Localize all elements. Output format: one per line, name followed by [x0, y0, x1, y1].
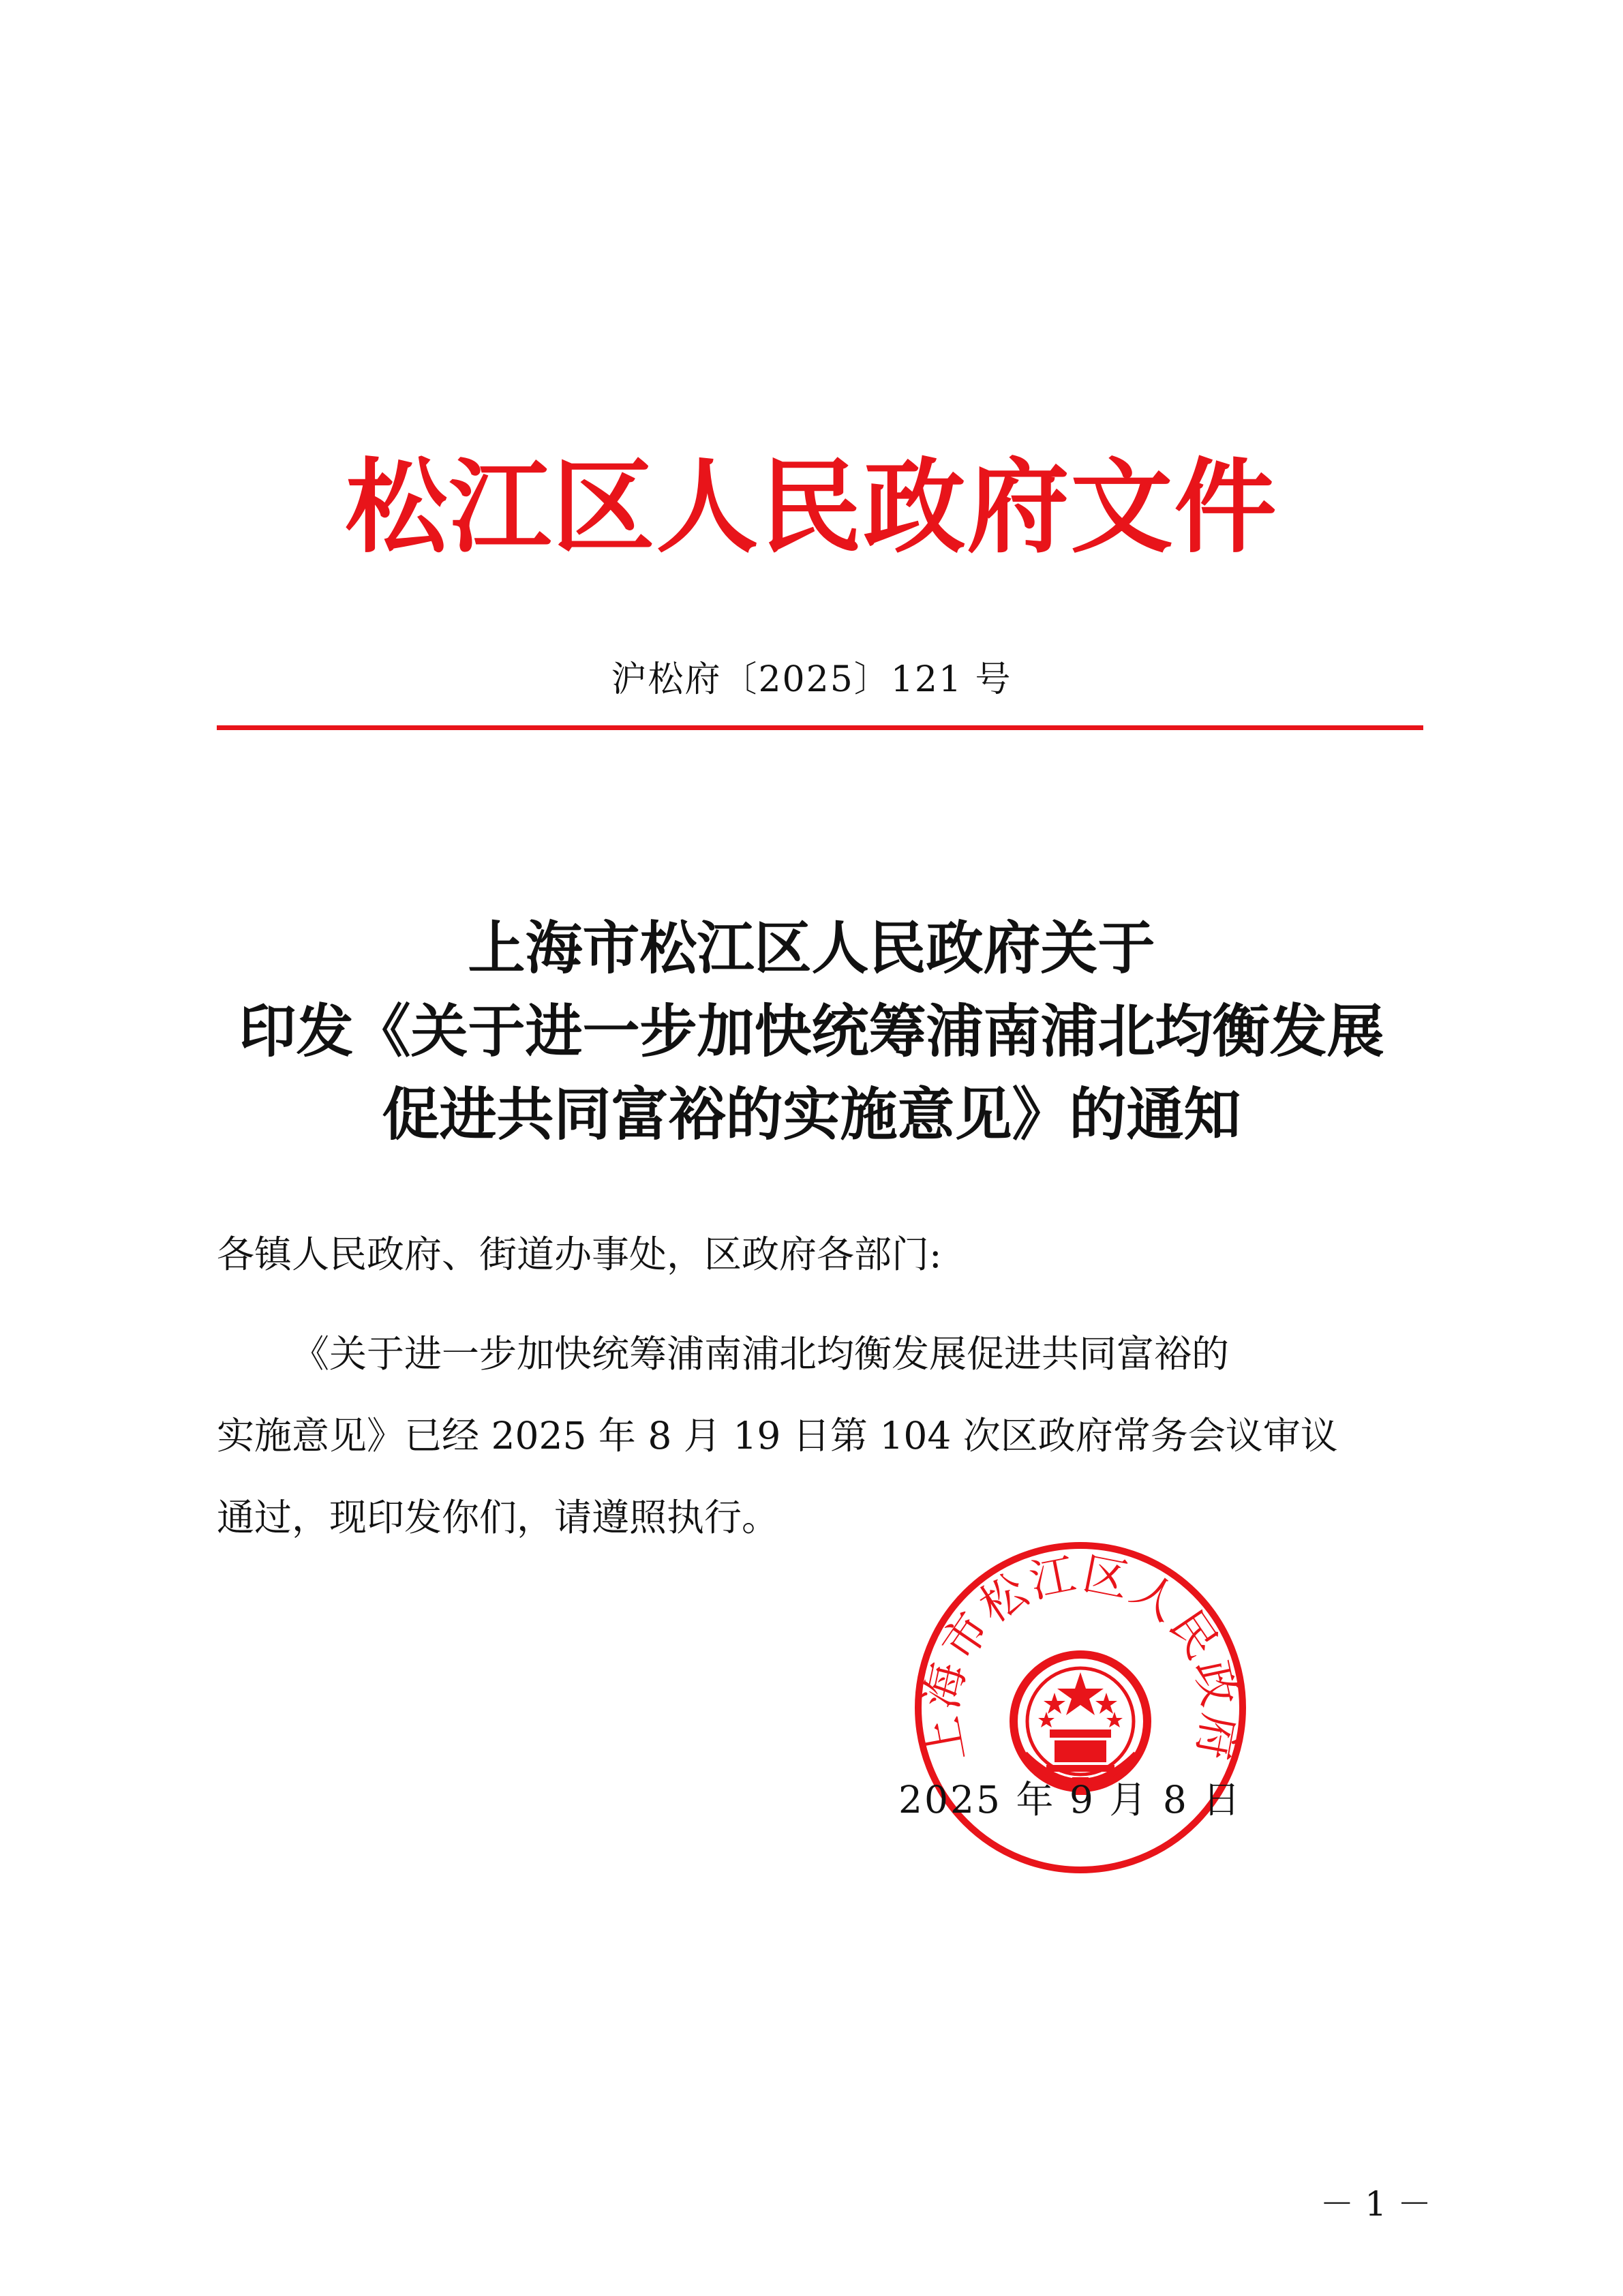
- seal-text: 上海市松江区人民政府: [914, 1547, 1247, 1766]
- page-number: － 1 －: [1320, 2184, 1431, 2224]
- document-title: [0, 907, 1623, 1156]
- body-line-1: 《关于进一步加快统筹浦南浦北均衡发展促进共同富裕的: [292, 1332, 1230, 1376]
- issue-date: 2025 年 9 月 8 日: [898, 1778, 1243, 1822]
- body-paragraph: [217, 1313, 1430, 1558]
- title-line-3: 促进共同富裕的实施意见》的通知: [382, 1081, 1241, 1148]
- body-line-2: 实施意见》已经 2025 年 8 月 19 日第 104 次区政府常务会议审议: [217, 1414, 1338, 1457]
- addressee: 各镇人民政府、街道办事处，区政府各部门:: [217, 1233, 942, 1276]
- red-divider: [217, 725, 1423, 730]
- document-number: 沪松府〔2025〕121 号: [611, 659, 1012, 700]
- title-line-1: 上海市松江区人民政府关于: [468, 915, 1155, 982]
- title-line-2: 印发《关于进一步加快统筹浦南浦北均衡发展: [239, 998, 1384, 1065]
- issuer-heading: 松江区人民政府文件: [345, 449, 1278, 567]
- body-line-3: 通过，现印发你们，请遵照执行。: [217, 1496, 780, 1539]
- official-seal: [910, 1537, 1251, 1878]
